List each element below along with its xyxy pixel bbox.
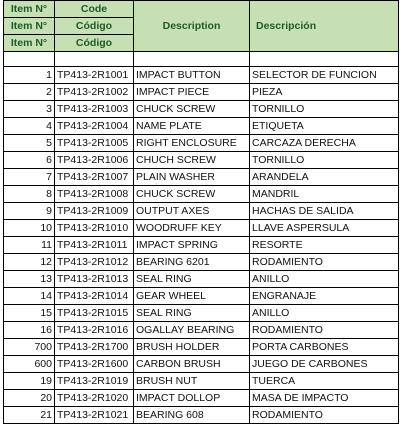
table-row bbox=[4, 237, 399, 254]
table-row bbox=[4, 356, 399, 373]
table-row bbox=[4, 135, 399, 152]
description-es-cell: TORNILLO bbox=[250, 152, 399, 169]
spacer-row bbox=[4, 52, 399, 67]
item-number-cell: 21 bbox=[4, 407, 55, 424]
parts-table bbox=[3, 0, 399, 424]
description-en-cell: SEAL RING bbox=[134, 305, 250, 322]
item-number-cell: 4 bbox=[4, 118, 55, 135]
description-en-cell: RIGHT ENCLOSURE bbox=[134, 135, 250, 152]
item-number-cell: 1 bbox=[4, 67, 55, 84]
header-description-es: Descripción bbox=[250, 1, 399, 52]
code-cell: TP413-2R1600 bbox=[55, 356, 134, 373]
code-cell: TP413-2R1016 bbox=[55, 322, 134, 339]
item-number-cell: 5 bbox=[4, 135, 55, 152]
table-row bbox=[4, 373, 399, 390]
header-item-number: Item N° bbox=[4, 18, 55, 35]
code-cell: TP413-2R1007 bbox=[55, 169, 134, 186]
description-es-cell: TORNILLO bbox=[250, 101, 399, 118]
item-number-cell: 8 bbox=[4, 186, 55, 203]
item-number-cell: 11 bbox=[4, 237, 55, 254]
description-es-cell: ENGRANAJE bbox=[250, 288, 399, 305]
code-cell: TP413-2R1002 bbox=[55, 84, 134, 101]
code-cell: TP413-2R1021 bbox=[55, 407, 134, 424]
item-number-cell: 13 bbox=[4, 271, 55, 288]
item-number-cell: 3 bbox=[4, 101, 55, 118]
code-cell: TP413-2R1700 bbox=[55, 339, 134, 356]
table-row bbox=[4, 407, 399, 424]
item-number-cell: 15 bbox=[4, 305, 55, 322]
table-row bbox=[4, 339, 399, 356]
description-en-cell: CARBON BRUSH bbox=[134, 356, 250, 373]
description-en-cell: PLAIN WASHER bbox=[134, 169, 250, 186]
description-en-cell: IMPACT SPRING bbox=[134, 237, 250, 254]
header-code: Código bbox=[55, 18, 134, 35]
table-row bbox=[4, 305, 399, 322]
code-cell: TP413-2R1009 bbox=[55, 203, 134, 220]
description-es-cell: TUERCA bbox=[250, 373, 399, 390]
description-es-cell: JUEGO DE CARBONES bbox=[250, 356, 399, 373]
code-cell: TP413-2R1020 bbox=[55, 390, 134, 407]
item-number-cell: 6 bbox=[4, 152, 55, 169]
description-en-cell: CHUCK SCREW bbox=[134, 101, 250, 118]
table-row bbox=[4, 169, 399, 186]
description-en-cell: SEAL RING bbox=[134, 271, 250, 288]
description-en-cell: OGALLAY BEARING bbox=[134, 322, 250, 339]
table-row bbox=[4, 271, 399, 288]
table-row bbox=[4, 322, 399, 339]
item-number-cell: 12 bbox=[4, 254, 55, 271]
table-row bbox=[4, 288, 399, 305]
table-body bbox=[4, 52, 399, 424]
description-en-cell: CHUCK SCREW bbox=[134, 186, 250, 203]
description-en-cell: IMPACT DOLLOP bbox=[134, 390, 250, 407]
header-description-en: Description bbox=[134, 1, 250, 52]
description-es-cell: ARANDELA bbox=[250, 169, 399, 186]
code-cell: TP413-2R1012 bbox=[55, 254, 134, 271]
table-row bbox=[4, 84, 399, 101]
table-row bbox=[4, 186, 399, 203]
code-cell: TP413-2R1015 bbox=[55, 305, 134, 322]
item-number-cell: 9 bbox=[4, 203, 55, 220]
description-es-cell: MASA DE IMPACTO bbox=[250, 390, 399, 407]
description-es-cell: LLAVE ASPERSULA bbox=[250, 220, 399, 237]
header-code: Code bbox=[55, 1, 134, 18]
header-item-number: Item N° bbox=[4, 35, 55, 52]
description-es-cell: CARCAZA DERECHA bbox=[250, 135, 399, 152]
table-row bbox=[4, 220, 399, 237]
code-cell: TP413-2R1019 bbox=[55, 373, 134, 390]
description-en-cell: BRUSH NUT bbox=[134, 373, 250, 390]
code-cell: TP413-2R1001 bbox=[55, 67, 134, 84]
description-en-cell: IMPACT BUTTON bbox=[134, 67, 250, 84]
code-cell: TP413-2R1005 bbox=[55, 135, 134, 152]
table-row bbox=[4, 203, 399, 220]
description-es-cell: RODAMIENTO bbox=[250, 322, 399, 339]
description-es-cell: ANILLO bbox=[250, 305, 399, 322]
code-cell: TP413-2R1013 bbox=[55, 271, 134, 288]
description-en-cell: BEARING 608 bbox=[134, 407, 250, 424]
description-es-cell: RODAMIENTO bbox=[250, 254, 399, 271]
description-en-cell: CHUCH SCREW bbox=[134, 152, 250, 169]
description-es-cell: HACHAS DE SALIDA bbox=[250, 203, 399, 220]
description-es-cell: PORTA CARBONES bbox=[250, 339, 399, 356]
header-item-number: Item N° bbox=[4, 1, 55, 18]
description-en-cell: WOODRUFF KEY bbox=[134, 220, 250, 237]
table-row bbox=[4, 152, 399, 169]
code-cell: TP413-2R1004 bbox=[55, 118, 134, 135]
item-number-cell: 19 bbox=[4, 373, 55, 390]
item-number-cell: 20 bbox=[4, 390, 55, 407]
table-row bbox=[4, 254, 399, 271]
code-cell: TP413-2R1011 bbox=[55, 237, 134, 254]
description-en-cell: BRUSH HOLDER bbox=[134, 339, 250, 356]
code-cell: TP413-2R1008 bbox=[55, 186, 134, 203]
description-es-cell: PIEZA bbox=[250, 84, 399, 101]
item-number-cell: 14 bbox=[4, 288, 55, 305]
table-header bbox=[4, 1, 399, 52]
description-en-cell: IMPACT PIECE bbox=[134, 84, 250, 101]
item-number-cell: 10 bbox=[4, 220, 55, 237]
table-row bbox=[4, 390, 399, 407]
table-row bbox=[4, 101, 399, 118]
description-en-cell: NAME PLATE bbox=[134, 118, 250, 135]
description-en-cell: BEARING 6201 bbox=[134, 254, 250, 271]
description-es-cell: SELECTOR DE FUNCION bbox=[250, 67, 399, 84]
description-es-cell: RESORTE bbox=[250, 237, 399, 254]
description-es-cell: ANILLO bbox=[250, 271, 399, 288]
code-cell: TP413-2R1006 bbox=[55, 152, 134, 169]
item-number-cell: 7 bbox=[4, 169, 55, 186]
header-code: Código bbox=[55, 35, 134, 52]
description-es-cell: ETIQUETA bbox=[250, 118, 399, 135]
item-number-cell: 700 bbox=[4, 339, 55, 356]
description-en-cell: GEAR WHEEL bbox=[134, 288, 250, 305]
item-number-cell: 600 bbox=[4, 356, 55, 373]
description-es-cell: MANDRIL bbox=[250, 186, 399, 203]
description-es-cell: RODAMIENTO bbox=[250, 407, 399, 424]
code-cell: TP413-2R1003 bbox=[55, 101, 134, 118]
table-row bbox=[4, 118, 399, 135]
table-row bbox=[4, 67, 399, 84]
item-number-cell: 16 bbox=[4, 322, 55, 339]
description-en-cell: OUTPUT AXES bbox=[134, 203, 250, 220]
code-cell: TP413-2R1014 bbox=[55, 288, 134, 305]
code-cell: TP413-2R1010 bbox=[55, 220, 134, 237]
item-number-cell: 2 bbox=[4, 84, 55, 101]
